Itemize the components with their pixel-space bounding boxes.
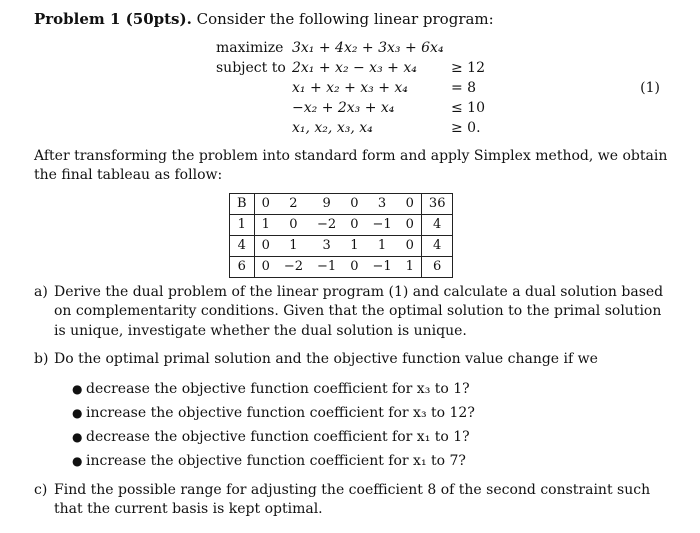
- tableau-cell: 0: [399, 236, 422, 257]
- tableau-row: [230, 236, 453, 257]
- bullet-item: [72, 452, 466, 471]
- problem-heading: Problem 1 (50pts).: [34, 10, 192, 28]
- bullet-text: decrease the objective function coefficient for x₁ to 1?: [86, 429, 470, 445]
- tableau-cell: 0: [343, 257, 365, 278]
- tableau-cell: 3: [365, 194, 398, 215]
- nonnegativity-lhs: x₁, x₂, x₃, x₄: [292, 120, 373, 136]
- question-a-label: a): [34, 284, 48, 300]
- tableau-cell: −2: [310, 215, 343, 236]
- tableau-cell: 0: [254, 194, 277, 215]
- tableau-cell: 4: [421, 215, 453, 236]
- tableau-row: [230, 194, 453, 215]
- bullet-icon: ●: [72, 382, 83, 396]
- tableau-cell: −1: [365, 257, 398, 278]
- question-b: [34, 350, 674, 369]
- tableau-cell: 6: [230, 257, 255, 278]
- tableau-cell: 0: [399, 215, 422, 236]
- tableau-cell: 4: [230, 236, 255, 257]
- bullet-item: [72, 428, 470, 447]
- tableau-cell: 6: [421, 257, 453, 278]
- tableau-cell: −2: [277, 257, 310, 278]
- question-b-text: Do the optimal primal solution and the objective function value change if we: [54, 351, 598, 367]
- tableau-row: [230, 215, 453, 236]
- constraint-1-rhs: ≥ 12: [451, 60, 485, 76]
- tableau-cell: 4: [421, 236, 453, 257]
- simplex-tableau: [229, 193, 453, 278]
- question-c: [34, 481, 674, 520]
- tableau-cell: 36: [421, 194, 453, 215]
- bullet-text: decrease the objective function coefficient for x₃ to 1?: [86, 381, 470, 397]
- tableau-cell: B: [230, 194, 255, 215]
- tableau-row: [230, 257, 453, 278]
- tableau-cell: 0: [254, 236, 277, 257]
- constraint-3-rhs: ≤ 10: [451, 100, 485, 116]
- tableau-cell: 1: [230, 215, 255, 236]
- maximize-label: maximize: [216, 40, 284, 56]
- transform-paragraph: After transforming the problem into standard form and apply Simplex method, we obtain the final tableau as follow:: [34, 148, 668, 184]
- tableau-cell: 0: [343, 194, 365, 215]
- question-a: [34, 283, 674, 341]
- tableau-cell: 1: [254, 215, 277, 236]
- constraint-1-lhs: 2x₁ + x₂ − x₃ + x₄: [292, 60, 417, 76]
- tableau-cell: 1: [365, 236, 398, 257]
- constraint-3-lhs: −x₂ + 2x₃ + x₄: [292, 100, 395, 116]
- tableau-cell: −1: [365, 215, 398, 236]
- tableau-cell: 0: [277, 215, 310, 236]
- tableau-cell: 1: [277, 236, 310, 257]
- tableau-cell: 1: [399, 257, 422, 278]
- question-b-label: b): [34, 351, 49, 367]
- tableau-cell: 1: [343, 236, 365, 257]
- question-c-text: Find the possible range for adjusting the coefficient 8 of the second constraint such that the current basis is kept optimal.: [54, 482, 651, 518]
- constraint-2-rhs: = 8: [451, 80, 477, 96]
- bullet-icon: ●: [72, 430, 83, 444]
- tableau-cell: 2: [277, 194, 310, 215]
- subject-to-label: subject to: [216, 60, 286, 76]
- nonnegativity-rhs: ≥ 0.: [451, 120, 481, 136]
- bullet-icon: ●: [72, 454, 83, 468]
- bullet-item: [72, 380, 470, 399]
- bullet-icon: ●: [72, 406, 83, 420]
- equation-number: (1): [640, 80, 660, 96]
- tableau-cell: −1: [310, 257, 343, 278]
- bullet-text: increase the objective function coefficient for x₁ to 7?: [86, 453, 466, 469]
- tableau-cell: 0: [343, 215, 365, 236]
- constraint-2-lhs: x₁ + x₂ + x₃ + x₄: [292, 80, 408, 96]
- problem-intro: Consider the following linear program:: [196, 10, 494, 28]
- bullet-text: increase the objective function coefficient for x₃ to 12?: [86, 405, 475, 421]
- tableau-cell: 0: [254, 257, 277, 278]
- bullet-item: [72, 404, 475, 423]
- objective-function: 3x₁ + 4x₂ + 3x₃ + 6x₄: [292, 40, 444, 56]
- problem-title: [34, 9, 494, 29]
- question-a-text: Derive the dual problem of the linear program (1) and calculate a dual solution based on complementarity conditions. Given that the optimal solution to the primal solution is unique, investigate whether the dual solution is unique.: [54, 284, 664, 339]
- tableau-cell: 9: [310, 194, 343, 215]
- tableau-cell: 3: [310, 236, 343, 257]
- question-c-label: c): [34, 482, 48, 498]
- tableau-cell: 0: [399, 194, 422, 215]
